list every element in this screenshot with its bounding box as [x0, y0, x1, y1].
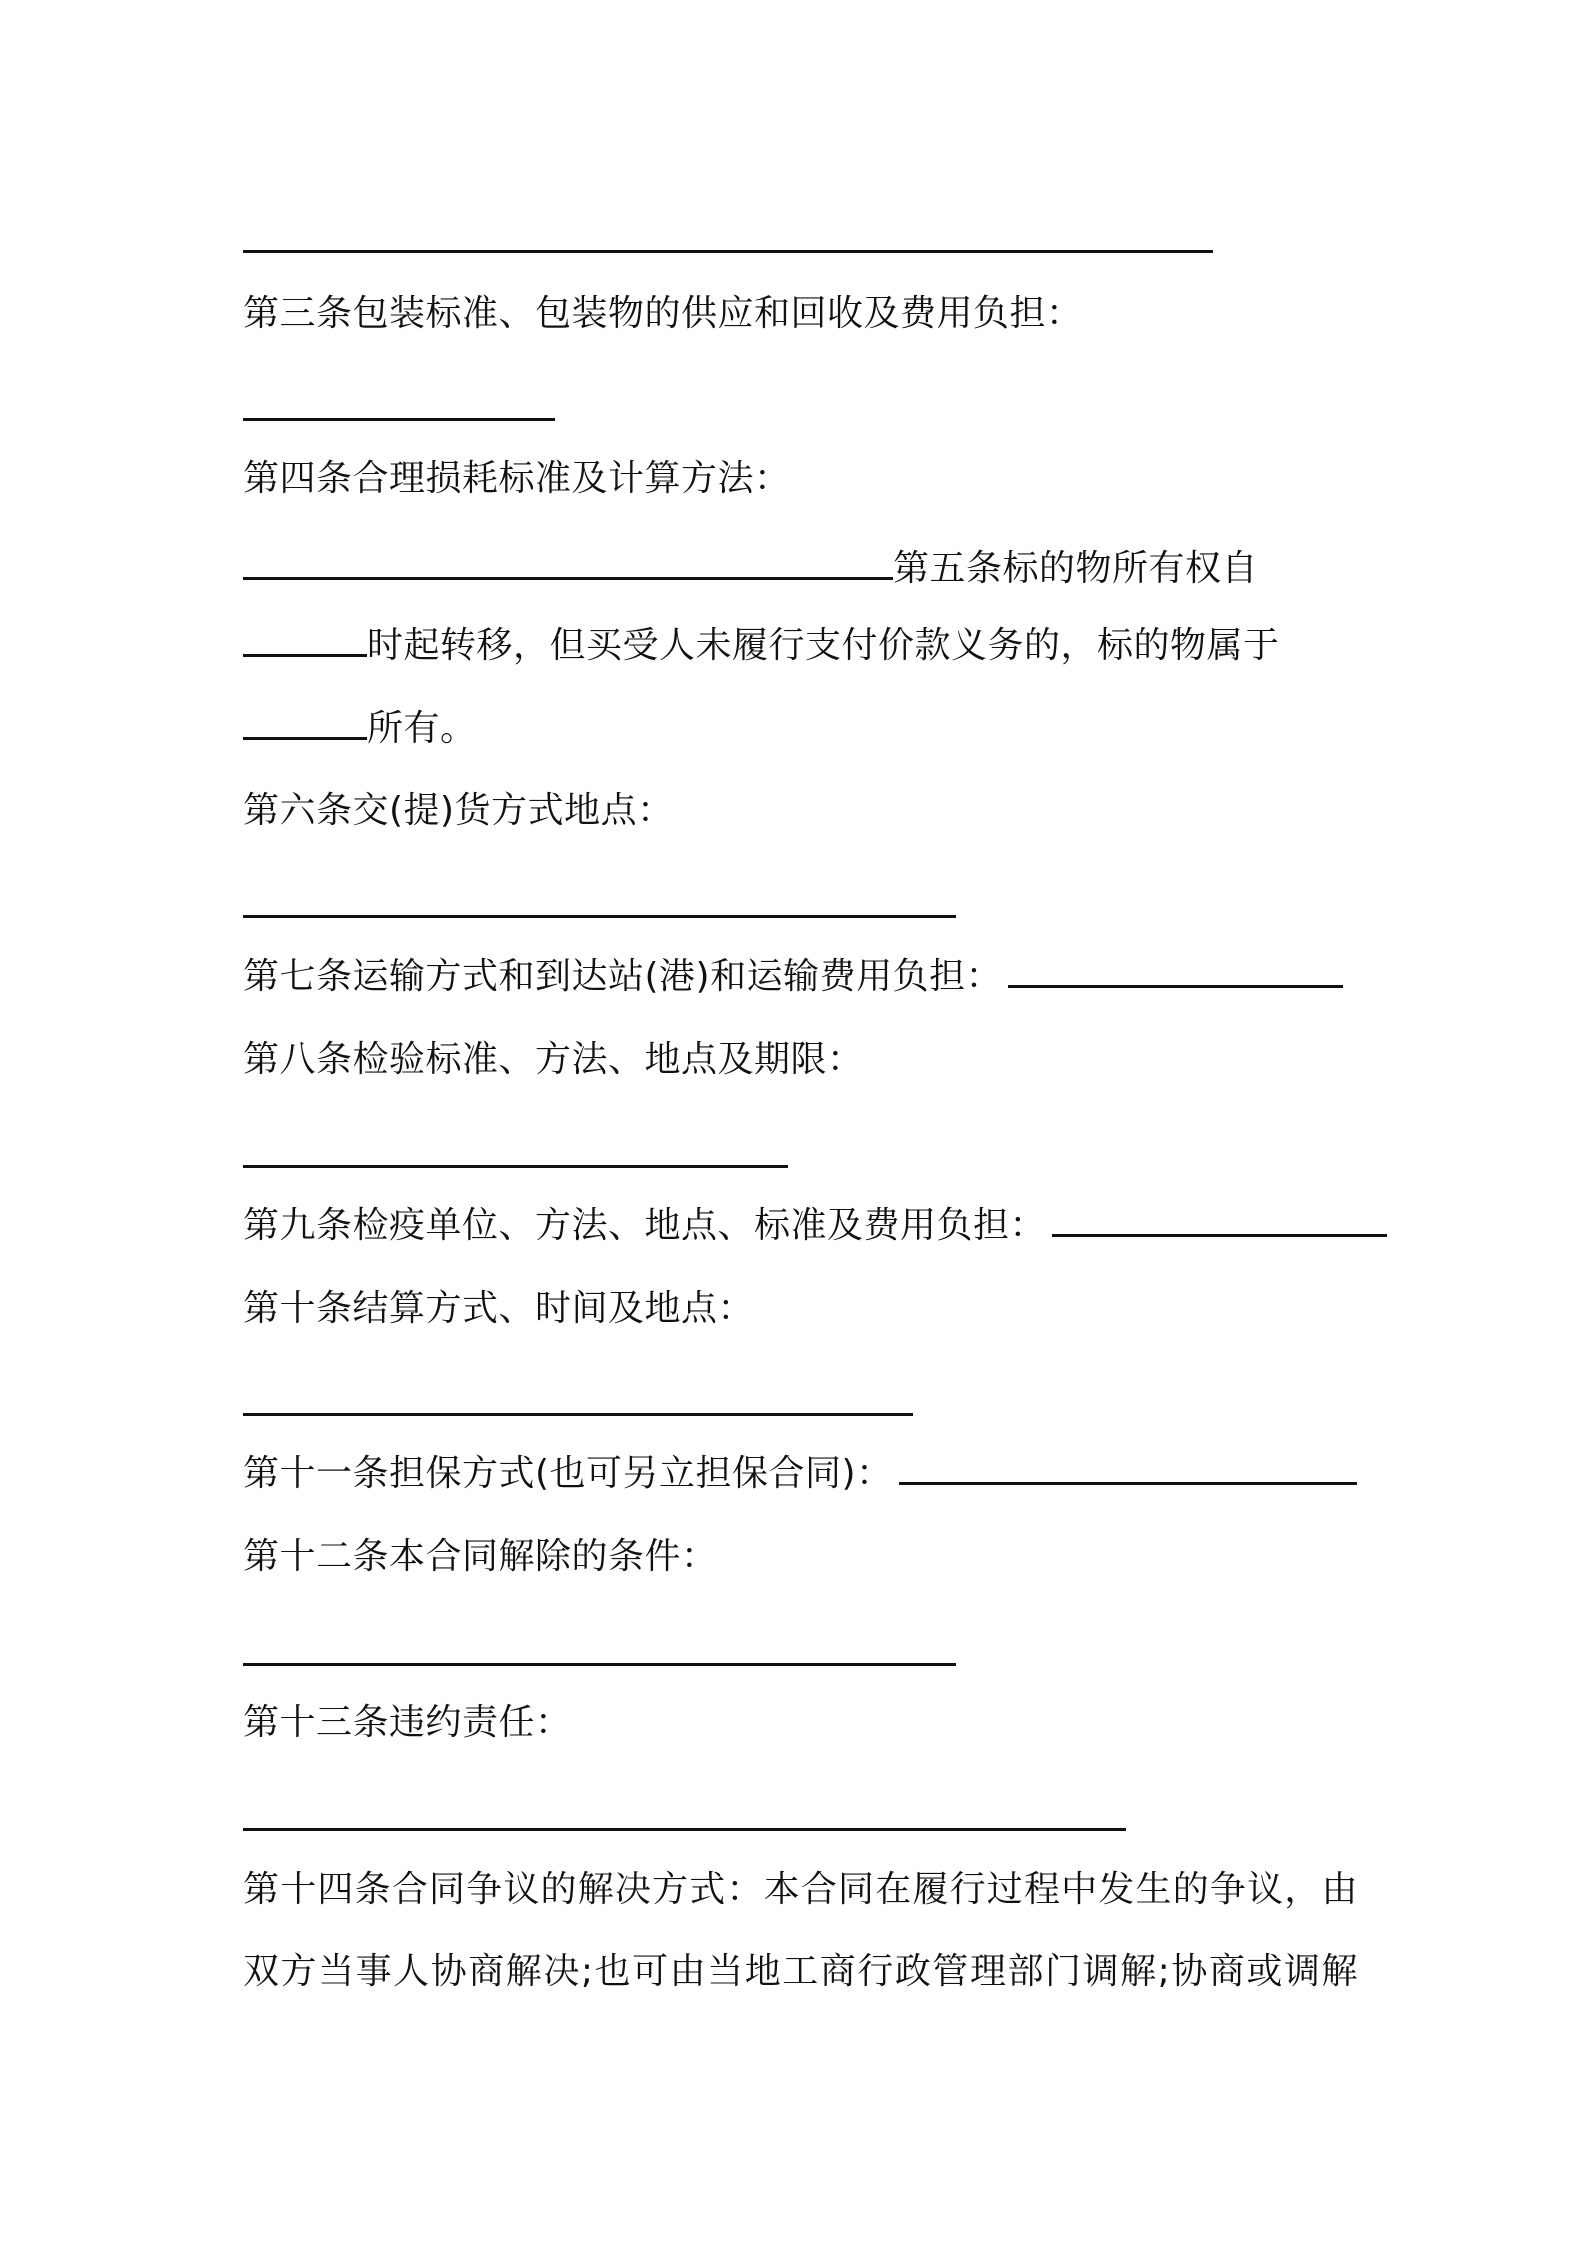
article-10-text: 第十条结算方式、时间及地点：: [243, 1288, 755, 1329]
article-3: [243, 290, 1358, 338]
article-9-text: 第九条检疫单位、方法、地点、标准及费用负担：: [243, 1205, 1047, 1246]
article-9: [243, 1202, 1358, 1250]
article-3-text: 第三条包装标准、包装物的供应和回收及费用负担：: [243, 293, 1083, 334]
article-5-line-2: [243, 622, 1358, 670]
article-14-text-1: 第十四条合同争议的解决方式：本合同在履行过程中发生的争议，由: [243, 1869, 1358, 1910]
article-3-blank[interactable]: [243, 418, 555, 421]
article-13-blank[interactable]: [243, 1828, 1126, 1831]
article-6-blank[interactable]: [243, 915, 956, 918]
article-7-blank[interactable]: [1008, 953, 1343, 988]
article-5-line-1: [243, 545, 1358, 593]
article-14-line-2: [243, 1948, 1358, 1996]
ownership-party-blank[interactable]: [243, 705, 367, 740]
article-5-text-start: 第五条标的物所有权自: [893, 548, 1259, 589]
article-5-line-3: [243, 705, 1358, 753]
article-4: [243, 455, 1358, 503]
article-8-blank[interactable]: [243, 1165, 788, 1168]
article-12-blank[interactable]: [243, 1663, 956, 1666]
article-5-text-cont: 时起转移，但买受人未履行支付价款义务的，标的物属于: [367, 625, 1280, 666]
article-13: [243, 1699, 1358, 1747]
article-11-text: 第十一条担保方式(也可另立担保合同)：: [243, 1453, 893, 1494]
article-14-text-2: 双方当事人协商解决;也可由当地工商行政管理部门调解;协商或调解: [243, 1951, 1358, 1992]
article-13-text: 第十三条违约责任：: [243, 1702, 572, 1743]
article-14-line-1: [243, 1866, 1358, 1914]
article-4-text: 第四条合理损耗标准及计算方法：: [243, 458, 791, 499]
article-10-blank[interactable]: [243, 1413, 913, 1416]
article-6: [243, 787, 1358, 835]
article-12-text: 第十二条本合同解除的条件：: [243, 1536, 718, 1577]
fill-in-blank-line[interactable]: [243, 250, 1213, 253]
article-7: [243, 953, 1358, 1001]
article-11: [243, 1450, 1358, 1498]
article-4-blank[interactable]: [243, 545, 893, 580]
article-7-text: 第七条运输方式和到达站(港)和运输费用负担：: [243, 956, 1003, 997]
article-11-blank[interactable]: [899, 1450, 1357, 1485]
article-12: [243, 1533, 1358, 1581]
article-8: [243, 1036, 1358, 1084]
article-8-text: 第八条检验标准、方法、地点及期限：: [243, 1039, 864, 1080]
article-5-text-end: 所有。: [367, 708, 477, 749]
article-6-text: 第六条交(提)货方式地点：: [243, 790, 674, 831]
ownership-transfer-time-blank[interactable]: [243, 622, 367, 657]
article-9-blank[interactable]: [1052, 1202, 1387, 1237]
article-10: [243, 1285, 1358, 1333]
